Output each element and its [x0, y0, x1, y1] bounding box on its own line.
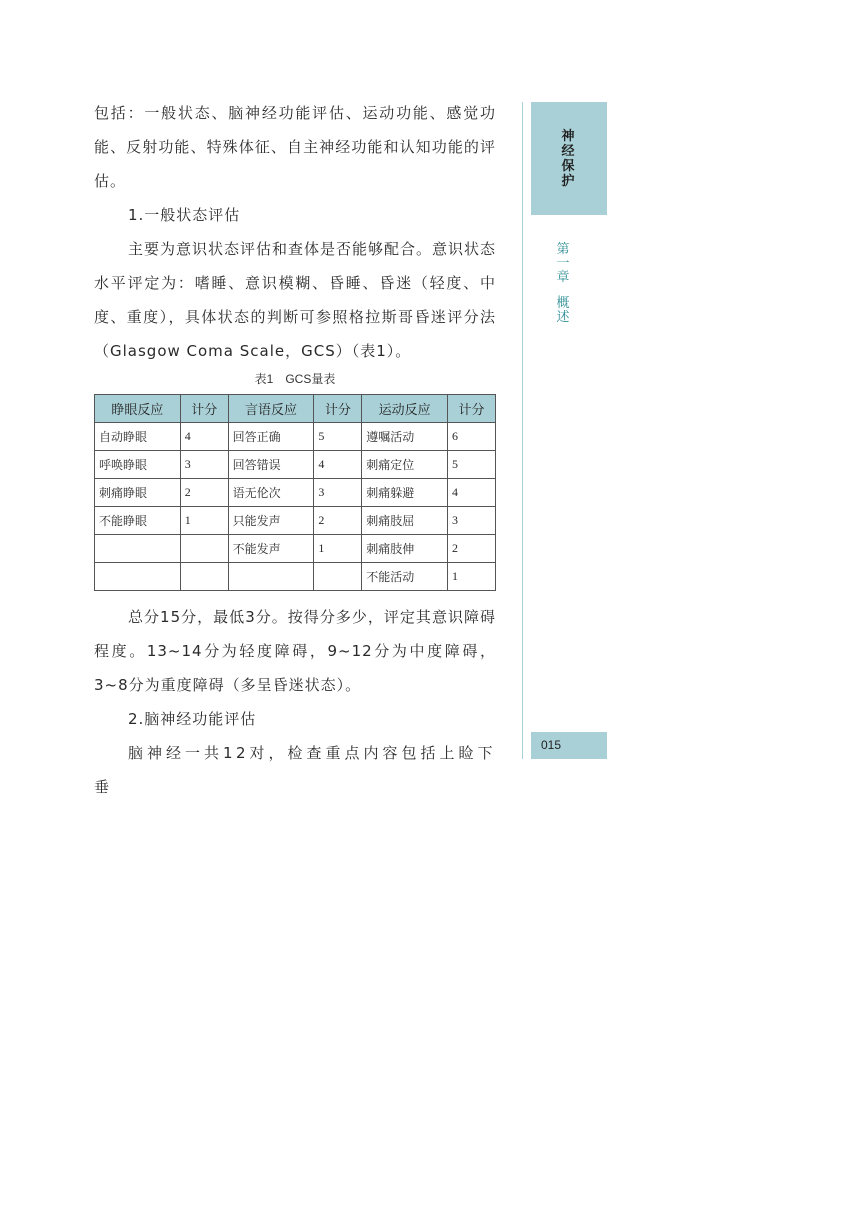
table-cell: 不能活动 — [362, 563, 448, 591]
book-title-char: 护 — [561, 174, 575, 189]
book-title-vertical — [560, 129, 576, 189]
book-title-tab — [531, 102, 607, 215]
table-cell: 不能睁眼 — [95, 507, 181, 535]
page-number: 015 — [541, 738, 562, 752]
table-cell — [95, 563, 181, 591]
table-cell: 刺痛定位 — [362, 451, 448, 479]
table-cell: 只能发声 — [228, 507, 314, 535]
chapter-char: 章 — [556, 270, 570, 285]
header-verbal-response: 言语反应 — [228, 395, 314, 423]
table-cell: 3 — [180, 451, 228, 479]
table-row — [95, 451, 496, 479]
gcs-table — [94, 394, 496, 591]
table-cell: 刺痛肢屈 — [362, 507, 448, 535]
table-row — [95, 479, 496, 507]
table-cell: 6 — [448, 423, 496, 451]
table-cell: 回答正确 — [228, 423, 314, 451]
table-cell: 4 — [314, 451, 362, 479]
table-cell: 2 — [448, 535, 496, 563]
header-verbal-score: 计分 — [314, 395, 362, 423]
table-cell: 1 — [314, 535, 362, 563]
book-title-char: 神 — [561, 129, 575, 144]
chapter-char: 述 — [556, 310, 570, 325]
table-cell: 遵嘱活动 — [362, 423, 448, 451]
table-cell: 2 — [180, 479, 228, 507]
section-heading-cranial-nerve: 2.脑神经功能评估 — [128, 710, 257, 728]
paragraph-score-interpretation: 总分15分，最低3分。按得分多少，评定其意识障碍程度。13~14分为轻度障碍，9~12分为中度障碍，3~8分为重度障碍（多呈昏迷状态）。 — [94, 608, 496, 694]
table-cell: 1 — [180, 507, 228, 535]
table-cell: 刺痛肢伸 — [362, 535, 448, 563]
table-row — [95, 563, 496, 591]
table-row — [95, 507, 496, 535]
table-cell: 呼唤睁眼 — [95, 451, 181, 479]
header-motor-score: 计分 — [448, 395, 496, 423]
table-cell: 自动睁眼 — [95, 423, 181, 451]
chapter-char: 一 — [556, 256, 570, 271]
table-cell: 2 — [314, 507, 362, 535]
table-cell: 回答错误 — [228, 451, 314, 479]
chapter-char: 概 — [556, 296, 570, 311]
margin-divider — [522, 102, 523, 759]
table-cell — [314, 563, 362, 591]
table-cell: 语无伦次 — [228, 479, 314, 507]
table-cell: 3 — [448, 507, 496, 535]
table-header-row — [95, 395, 496, 423]
table-cell: 刺痛睁眼 — [95, 479, 181, 507]
chapter-label-vertical — [555, 243, 571, 325]
table-cell — [180, 535, 228, 563]
table-cell: 不能发声 — [228, 535, 314, 563]
header-motor-response: 运动反应 — [362, 395, 448, 423]
header-eye-response: 睁眼反应 — [95, 395, 181, 423]
chapter-char: 第 — [556, 242, 570, 257]
table-row — [95, 423, 496, 451]
book-title-char: 经 — [561, 144, 575, 159]
body-text-bottom — [94, 600, 496, 804]
table-cell — [95, 535, 181, 563]
header-eye-score: 计分 — [180, 395, 228, 423]
table-cell: 3 — [314, 479, 362, 507]
table-cell: 5 — [448, 451, 496, 479]
book-title-char: 保 — [561, 159, 575, 174]
page-number-tab — [531, 732, 607, 759]
table-cell — [180, 563, 228, 591]
body-text-top — [94, 96, 496, 368]
table-cell: 刺痛躲避 — [362, 479, 448, 507]
section-heading-general-state: 1.一般状态评估 — [128, 206, 241, 224]
table-cell: 1 — [448, 563, 496, 591]
table-caption: 表1 GCS量表 — [254, 372, 336, 386]
table-cell: 4 — [448, 479, 496, 507]
paragraph-intro: 包括：一般状态、脑神经功能评估、运动功能、感觉功能、反射功能、特殊体征、自主神经功能和认知功能的评估。 — [94, 104, 496, 190]
table-cell — [228, 563, 314, 591]
table-row — [95, 535, 496, 563]
table-cell: 5 — [314, 423, 362, 451]
paragraph-consciousness: 主要为意识状态评估和查体是否能够配合。意识状态水平评定为：嗜睡、意识模糊、昏睡、昏迷（轻度、中度、重度），具体状态的判断可参照格拉斯哥昏迷评分法（Glasgow Coma Scale，GCS）（表1）。 — [94, 240, 497, 360]
paragraph-cranial-nerve: 脑神经一共12对，检查重点内容包括上睑下垂 — [94, 744, 496, 796]
table-cell: 4 — [180, 423, 228, 451]
